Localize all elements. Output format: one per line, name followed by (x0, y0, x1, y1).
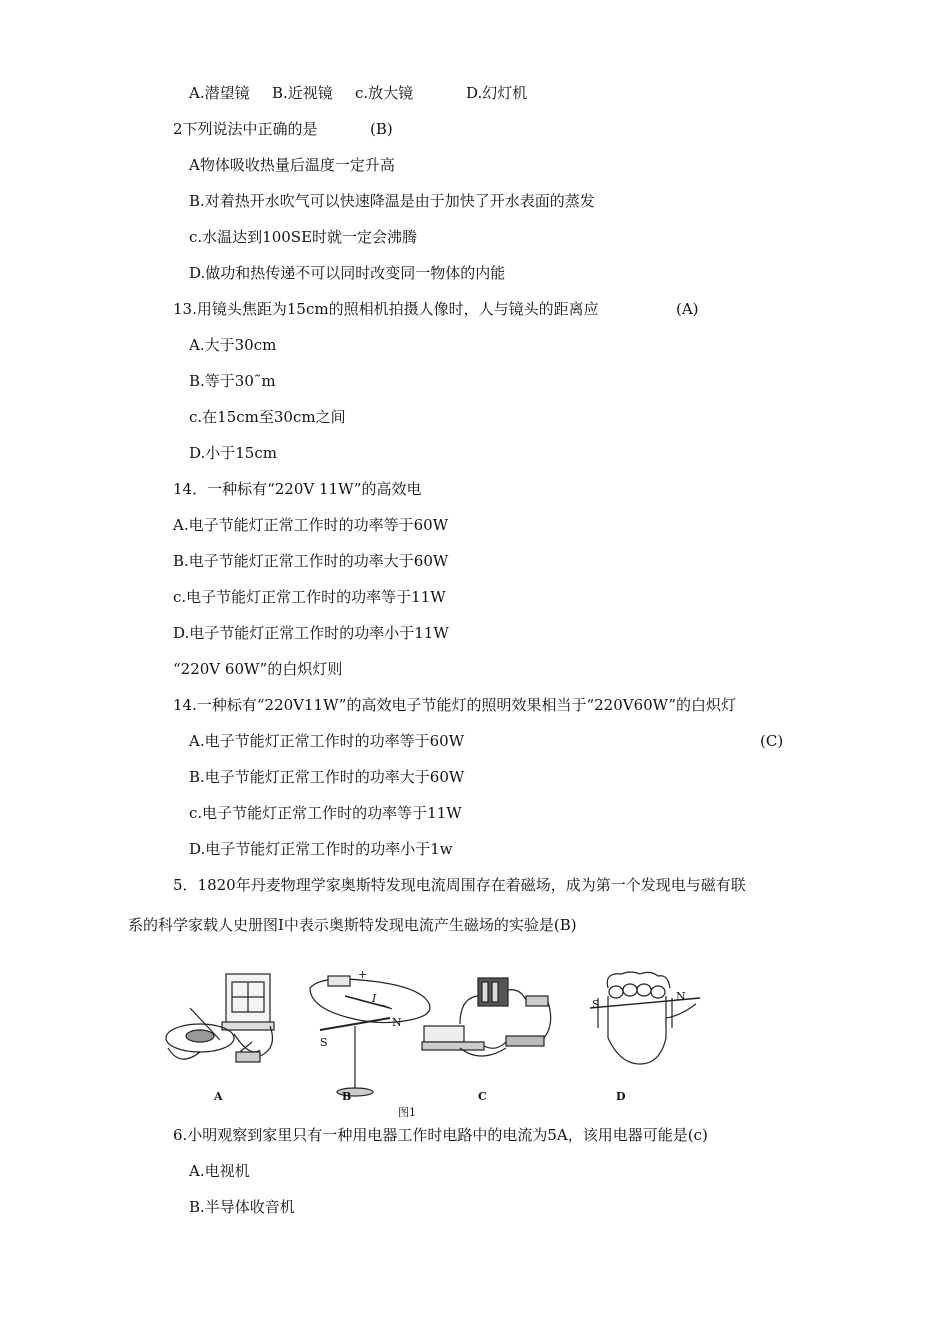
q12-option-a: A.潜望镜 (189, 84, 250, 102)
q5-line1: 5．1820年丹麦物理学家奥斯特发现电流周围存在着磁场，成为第一个发现电与磁有联 (173, 876, 746, 894)
figure-label-b: B (342, 1090, 352, 1103)
q14a-tail: “220V 60W”的白炽灯则 (173, 660, 343, 678)
q13-option-b: B.等于30˜m (189, 372, 276, 390)
q2-option-d: D.做功和热传递不可以同时改变同一物体的内能 (189, 264, 506, 282)
figure-label-c: C (478, 1090, 487, 1103)
figure-d-s-label: S (592, 998, 600, 1011)
figure-panel-c (422, 978, 551, 1056)
q13-stem: 13.用镜头焦距为15cm的照相机拍摄人像时，人与镜头的距离应 (173, 300, 599, 318)
q2-answer: (B) (370, 120, 393, 138)
figure-b-n-label: N (392, 1016, 402, 1029)
q14a-option-d: D.电子节能灯正常工作时的功率小于11W (173, 624, 449, 642)
figure-label-d: D (616, 1090, 626, 1103)
q14a-option-c: c.电子节能灯正常工作时的功率等于11W (173, 588, 446, 606)
q14b-stem: 14.一种标有“220V11W”的高效电子节能灯的照明效果相当于“220V60W”的白炽灯 (173, 696, 737, 714)
q2-option-c: c.水温达到100SE时就一定会沸腾 (189, 228, 418, 246)
figure-panel-b (310, 968, 430, 1096)
q14b-option-c: c.电子节能灯正常工作时的功率等于11W (189, 804, 462, 822)
q14b-option-a: A.电子节能灯正常工作时的功率等于60W (189, 732, 465, 750)
figure-caption: 图1 (398, 1106, 416, 1118)
q6-stem: 6.小明观察到家里只有一种用电器工作时电路中的电流为5A，该用电器可能是(c) (173, 1126, 708, 1144)
q13-option-d: D.小于15cm (189, 444, 277, 462)
figure-b-plus-label: + (358, 968, 368, 981)
q14a-option-a: A.电子节能灯正常工作时的功率等于60W (173, 516, 449, 534)
q6-option-a: A.电视机 (189, 1162, 250, 1180)
figure-1 (160, 968, 720, 1118)
q12-option-b: B.近视镜 (272, 84, 333, 102)
figure-d-n-label: N (676, 990, 686, 1003)
q14b-answer: (C) (760, 732, 784, 750)
q14b-option-d: D.电子节能灯正常工作时的功率小于1w (189, 840, 453, 858)
figure-b-current-label: I (372, 992, 377, 1005)
q2-option-b: B.对着热开水吹气可以快速降温是由于加快了开水表面的蒸发 (189, 192, 595, 210)
q6-option-b: B.半导体收音机 (189, 1198, 295, 1216)
figure-panel-a (166, 974, 274, 1062)
q14b-option-b: B.电子节能灯正常工作时的功率大于60W (189, 768, 465, 786)
q14a-stem: 14．一种标有“220V 11W”的高效电 (173, 480, 422, 498)
q12-option-d: D.幻灯机 (466, 84, 528, 102)
figure-b-s-label: S (320, 1036, 328, 1049)
q2-option-a: A物体吸收热量后温度一定升高 (189, 156, 395, 174)
figure-label-a: A (214, 1090, 223, 1103)
q2-stem: 2下列说法中正确的是 (173, 120, 318, 138)
q13-option-a: A.大于30cm (189, 336, 277, 354)
q5-line2: 系的科学家载人史册图I中表示奥斯特发现电流产生磁场的实验是(B) (128, 916, 577, 934)
q13-answer: (A) (676, 300, 699, 318)
q14a-option-b: B.电子节能灯正常工作时的功率大于60W (173, 552, 449, 570)
q12-option-c: c.放大镜 (355, 84, 414, 102)
figure-panel-d (590, 972, 700, 1064)
q13-option-c: c.在15cm至30cm之间 (189, 408, 346, 426)
